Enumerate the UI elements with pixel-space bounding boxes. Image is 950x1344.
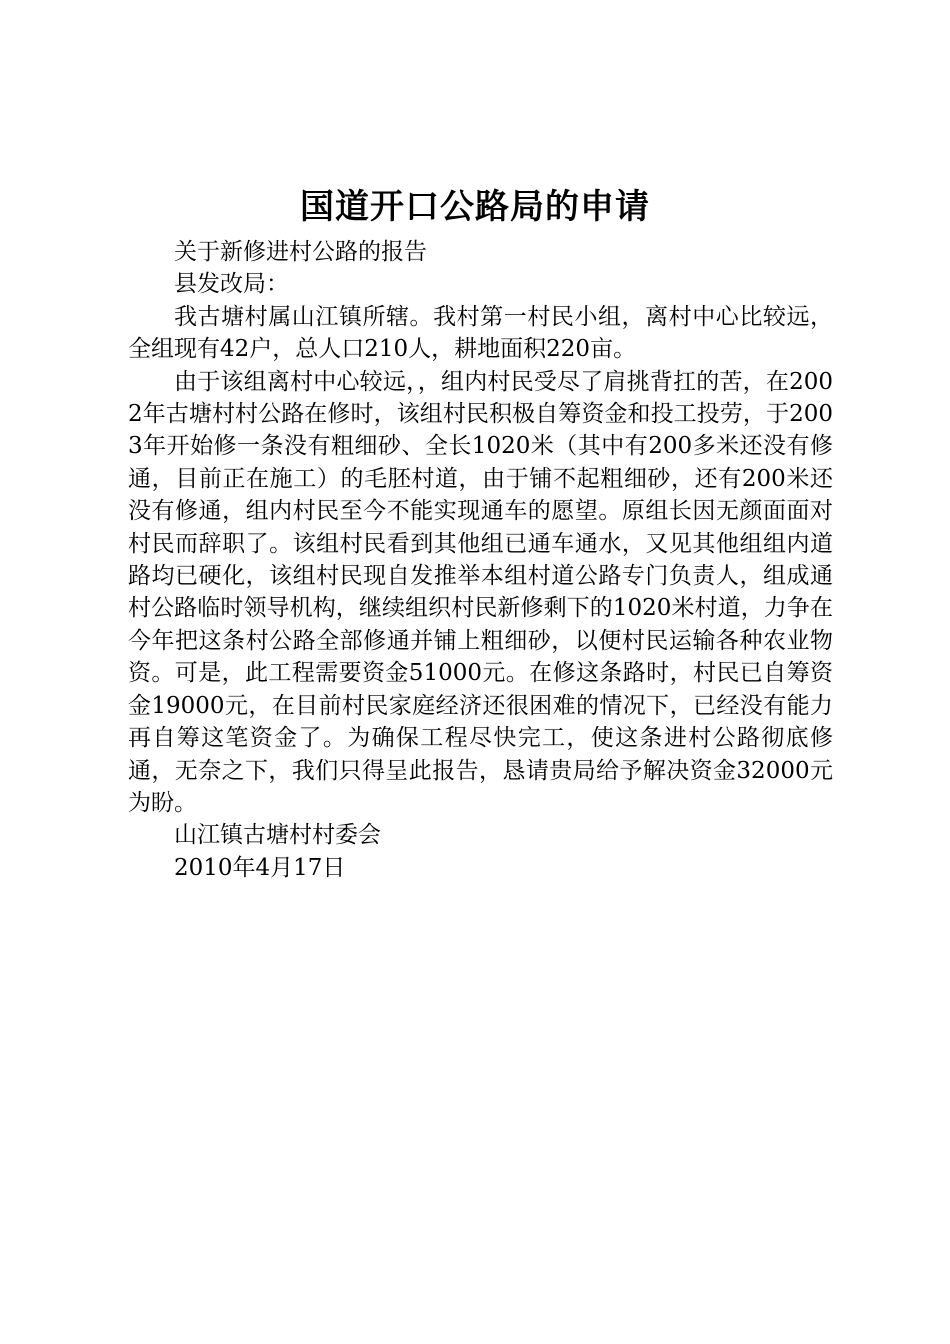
paragraph-main: 由于该组离村中心较远，，组内村民受尽了肩挑背扛的苦，在2002年古塘村村公路在修时，该组村民积极自筹资金和投工投劳，于2003年开始修一条没有粗细砂、全长1020米（其中有200多米还没有修通，目前正在施工）的毛胚村道，由于铺不起粗细砂，还有200米还没有修通，组内村民至今不能实现通车的愿望。原组长因无颜面面对村民而辞职了。该组村民看到其他组已通车通水，又见其他组组内道路均已硬化，该组村民现自发推举本组村道公路专门负责人，组成通村公路临时领导机构，继续组织村民新修剩下的1020米村道，力争在今年把这条村公路全部修通并铺上粗细砂，以便村民运输各种农业物资。可是，此工程需要资金51000元。在修这条路时，村民已自筹资金19000元，在目前村民家庭经济还很困难的情况下，已经没有能力再自筹这笔资金了。为确保工程尽快完工，使这条进村公路彻底修通，无奈之下，我们只得呈此报告，恳请贵局给予解决资金32000元为盼。 xyxy=(128,368,833,816)
date-line: 2010年4月17日 xyxy=(174,854,346,881)
signature-line: 山江镇古塘村村委会 xyxy=(174,822,381,849)
paragraph-intro: 我古塘村属山江镇所辖。我村第一村民小组，离村中心比较远，全组现有42户，总人口210人，耕地面积220亩。 xyxy=(128,303,833,363)
document-body xyxy=(128,236,833,884)
recipient-line: 县发改局： xyxy=(174,271,289,298)
report-subject: 关于新修进村公路的报告 xyxy=(174,239,427,265)
document-title: 国道开口公路局的申请 xyxy=(300,187,650,227)
